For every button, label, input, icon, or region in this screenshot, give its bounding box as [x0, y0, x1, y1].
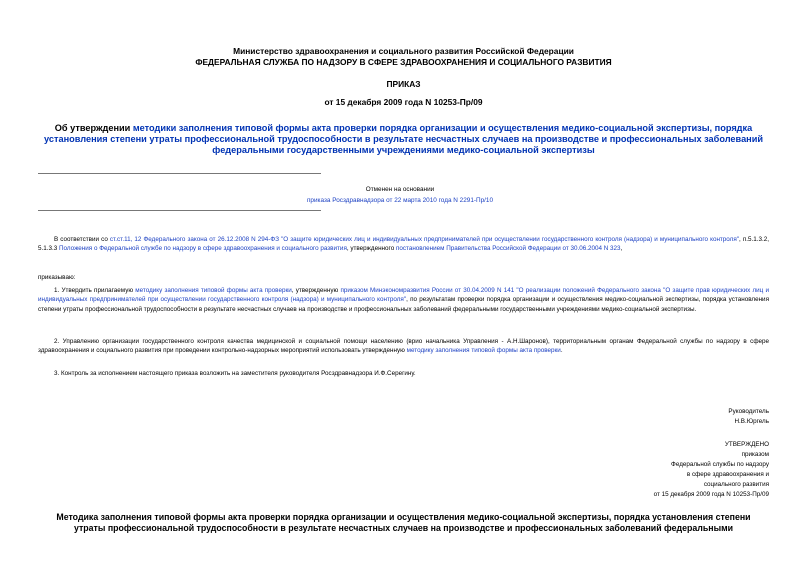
title-prefix: Об утверждении	[54, 123, 133, 133]
preamble-link-resolution[interactable]: постановлением Правительства Российской Федерации от 30.06.2004 N 323	[395, 245, 621, 253]
item-2	[38, 337, 769, 356]
method-title: Методика заполнения типовой формы акта проверки порядка организации и осуществления медико-социальной экспертизы, порядка установления степени утраты профессиональной трудоспособности в результате несчастных случаев на производстве и профессиональных заболеваний федеральными	[56, 512, 751, 533]
item-1-link-method[interactable]: методику заполнения типовой формы акта проверки	[135, 287, 292, 294]
order-word: приказываю:	[38, 274, 76, 281]
item-1-text-2: , утвержденную	[291, 287, 341, 294]
approval-stamp: УТВЕРЖДЕНО	[724, 441, 769, 448]
preamble-text-3: , утвержденного	[346, 245, 396, 253]
approval-line-1: приказом	[741, 451, 769, 458]
preamble-paragraph	[38, 235, 769, 254]
item-1-text-3: , по результатам проверки порядка организации и осуществления медико-социальной экспертизы, порядка установления степени утраты профессиональной трудоспособности в результате несчастных случаев на производстве и профессиональных заболеваний федеральными государственными учреждениями медико-социальной экспертизы.	[38, 296, 769, 313]
preamble-text-1: В соответствии со	[54, 236, 110, 243]
divider-top	[38, 173, 321, 174]
item-2-link-method[interactable]: методику заполнения типовой формы акта проверки	[406, 347, 561, 355]
approval-line-2: Федеральной службы по надзору	[671, 461, 769, 468]
item-2-text-1: 2. Управлению организации государственного контроля качества медицинской и социальной помощи населению (врио начальника Управления - А.Н.Шаронов), территориальным органам Федеральной службы по надзору в сфере здравоохранения и социального развития при проведении контрольно-надзорных мероприятий использовать утвержденную	[38, 338, 769, 355]
preamble-text-2: , п.5.1.3.2, 5.1.3.3	[38, 236, 769, 253]
signature-name: Н.В.Юргель	[734, 418, 769, 425]
approval-line-3: в сфере здравоохранения и	[686, 471, 769, 478]
item-3: 3. Контроль за исполнением настоящего приказа возложить на заместителя руководителя Росздравнадзора И.Ф.Серегину.	[54, 370, 416, 377]
item-1-text-1: 1. Утвердить прилагаемую	[54, 287, 136, 294]
repeal-note: Отменен на основании	[365, 186, 435, 193]
preamble-link-regulation[interactable]: Положения о Федеральной службе по надзору в сфере здравоохранения и социального развития	[59, 245, 347, 253]
title-link[interactable]: методики заполнения типовой формы акта проверки порядка организации и осуществления медико-социальной экспертизы, порядка установления степени утраты профессиональной трудоспособности в результате несчастных случаев на производстве и профессиональных заболеваний федеральными государственными учреждениями медико-социальной экспертизы	[43, 123, 764, 156]
doc-date-number: от 15 декабря 2009 года N 10253-Пр/09	[324, 97, 483, 107]
item-1-link-order[interactable]: приказом Минэкономразвития России от 30.04.2009 N 141 "О реализации положений Федерального закона "О защите прав юридических лиц и индивидуальных предпринимателей при осуществлении государственного контроля (надзора) и муниципального контроля"	[38, 287, 770, 304]
item-1	[38, 286, 769, 314]
service-name: ФЕДЕРАЛЬНАЯ СЛУЖБА ПО НАДЗОРУ В СФЕРЕ ЗДРАВООХРАНЕНИЯ И СОЦИАЛЬНОГО РАЗВИТИЯ	[195, 57, 612, 67]
approval-line-4: социального развития	[703, 481, 769, 488]
signature-role: Руководитель	[728, 408, 769, 415]
doc-title	[40, 123, 767, 157]
repeal-link[interactable]: приказа Росздравнадзора от 22 марта 2010 года N 2291-Пр/10	[306, 197, 494, 204]
doc-type: ПРИКАЗ	[386, 79, 421, 89]
ministry-name: Министерство здравоохранения и социального развития Российской Федерации	[233, 46, 574, 56]
item-2-text-2: .	[560, 347, 563, 355]
preamble-text-4: ,	[620, 245, 623, 253]
preamble-link-law[interactable]: ст.ст.11, 12 Федерального закона от 26.12.2008 N 294-ФЗ "О защите юридических лиц и индивидуальных предпринимателей при осуществлении государственного контроля (надзора) и муниципального контроля"	[109, 236, 739, 243]
approval-line-5: от 15 декабря 2009 года N 10253-Пр/09	[653, 491, 769, 498]
divider-bottom	[38, 210, 321, 211]
